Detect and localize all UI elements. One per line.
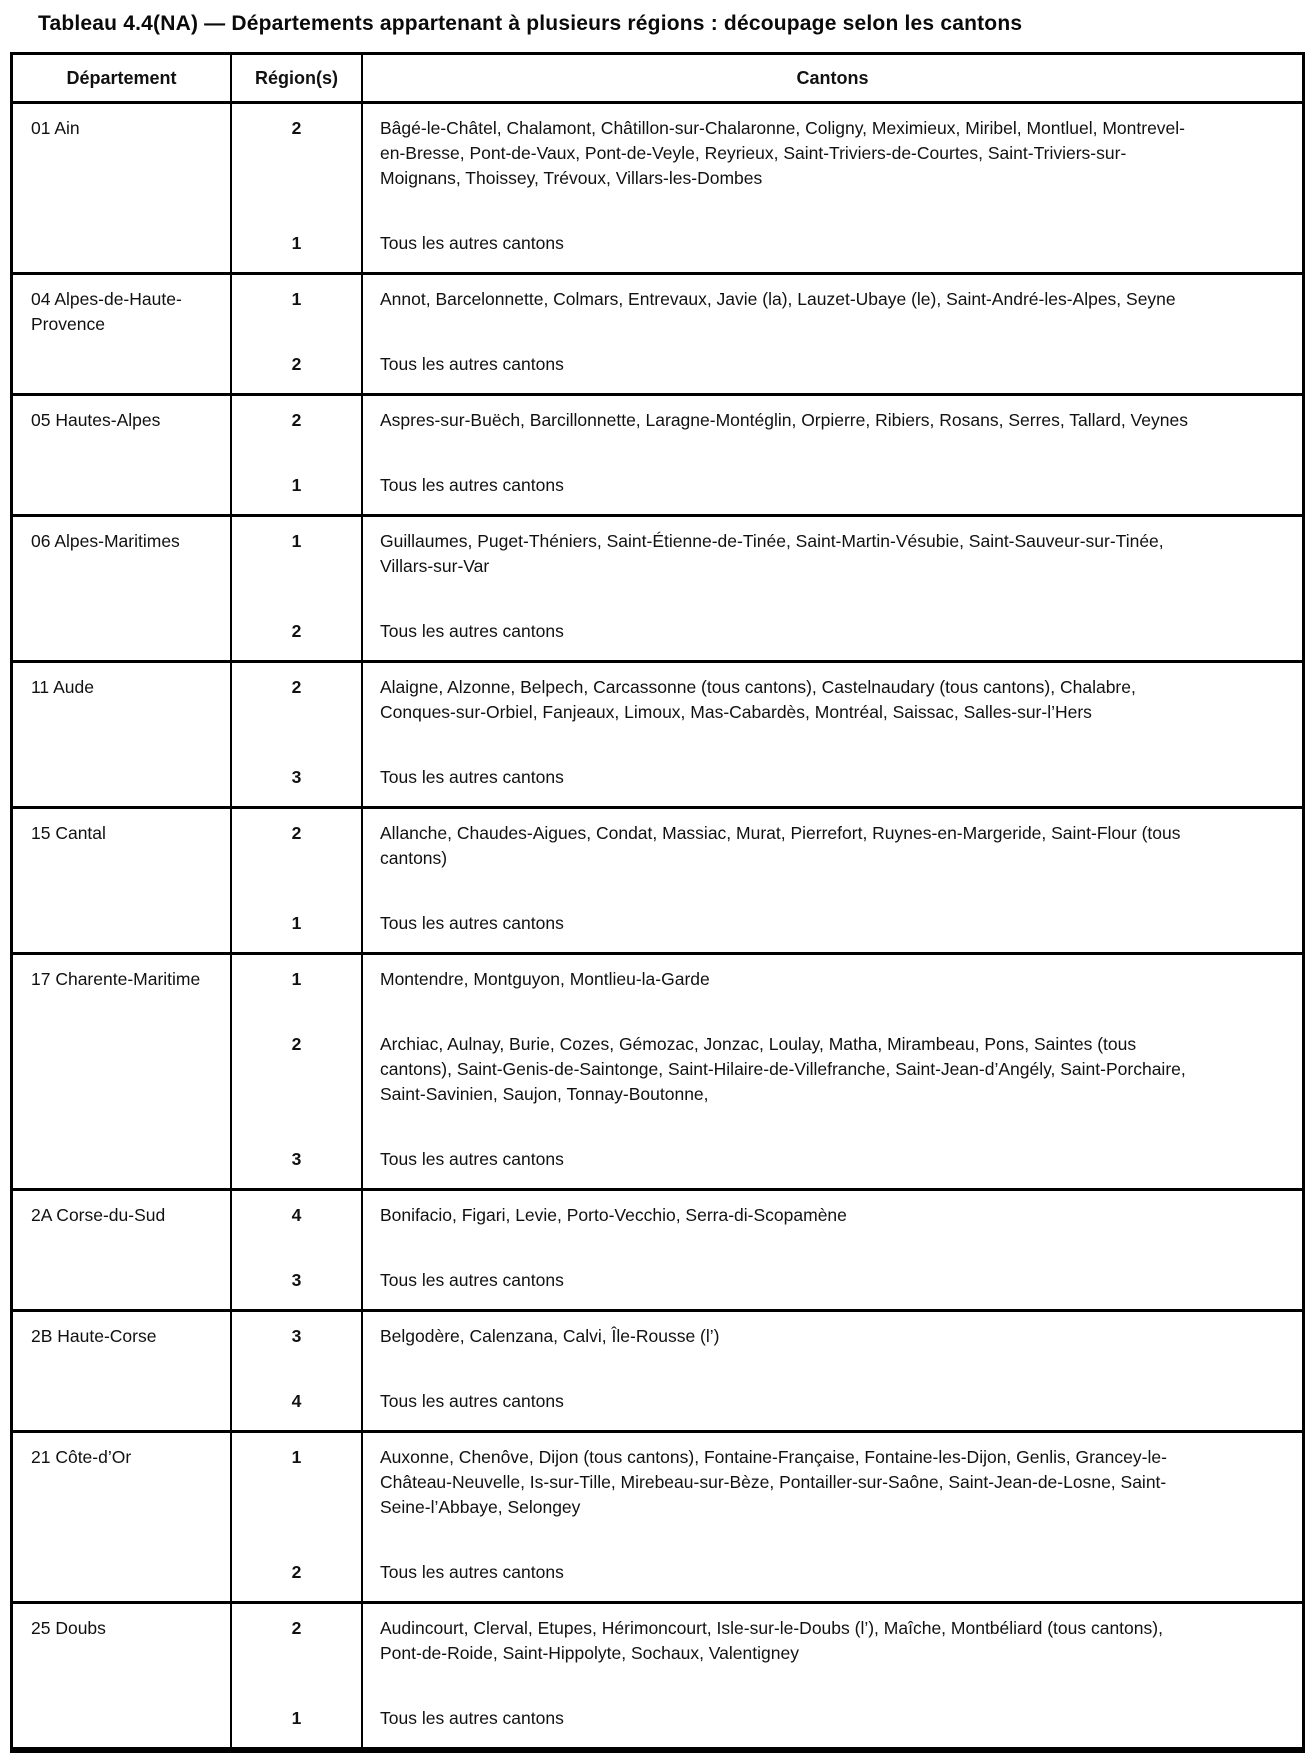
table-row xyxy=(13,101,1302,272)
region-number: 1 xyxy=(291,233,302,253)
region-number: 1 xyxy=(291,969,302,989)
table-row xyxy=(13,514,1302,660)
cantons-cell: Bâgé-le-Châtel, Chalamont, Châtillon-sur-Chalaronne, Coligny, Meximieux, Miribel, Montluel, Montrevel-en-Bresse, Pont-de-Vaux, Pont-de-Veyle, Reyrieux, Saint-Triviers-de-Courtes, Saint-Triviers-sur-Moignans, Thoissey, Trévoux, Villars-les-Dombes xyxy=(380,118,1186,188)
departement-cell: 11 Aude xyxy=(13,663,232,806)
region-number: 2 xyxy=(291,118,302,138)
header-regions: Région(s) xyxy=(232,55,363,101)
departement-cell: 06 Alpes-Maritimes xyxy=(13,517,232,660)
cantons-cell: Archiac, Aulnay, Burie, Cozes, Gémozac, Jonzac, Loulay, Matha, Mirambeau, Pons, Saintes (tous cantons), Saint-Genis-de-Saintonge, Saint-Hilaire-de-Villefranche, Saint-Jean-d’Angély, Saint-Porchaire, Saint-Savinien, Saujon, Tonnay-Boutonne, xyxy=(380,1034,1186,1104)
region-number: 2 xyxy=(291,1034,302,1054)
region-number: 2 xyxy=(291,1562,302,1582)
cantons-cell: Tous les autres cantons xyxy=(380,233,564,253)
departement-cell: 25 Doubs xyxy=(13,1604,232,1747)
region-number: 2 xyxy=(291,677,302,697)
cantons-cell: Tous les autres cantons xyxy=(380,1391,564,1411)
row-entries xyxy=(232,955,1302,1188)
cantons-cell: Tous les autres cantons xyxy=(380,1562,564,1582)
region-number: 4 xyxy=(291,1391,302,1411)
region-number: 3 xyxy=(291,767,302,787)
table-row xyxy=(13,272,1302,393)
departement-cell: 01 Ain xyxy=(13,104,232,272)
region-number: 2 xyxy=(291,354,302,374)
cantons-cell: Belgodère, Calenzana, Calvi, Île-Rousse (l’) xyxy=(380,1326,720,1346)
cantons-cell: Aspres-sur-Buëch, Barcillonnette, Laragne-Montéglin, Orpierre, Ribiers, Rosans, Serres, Tallard, Veynes xyxy=(380,410,1188,430)
cantons-cell: Alaigne, Alzonne, Belpech, Carcassonne (tous cantons), Castelnaudary (tous cantons), Chalabre, Conques-sur-Orbiel, Fanjeaux, Limoux, Mas-Cabardès, Montréal, Saissac, Salles-sur-l’Hers xyxy=(380,677,1136,722)
row-entries xyxy=(232,517,1302,660)
table-title: Tableau 4.4(NA) — Départements appartenant à plusieurs régions : découpage selon les cantons xyxy=(38,12,1023,35)
region-number: 1 xyxy=(291,913,302,933)
cantons-cell: Montendre, Montguyon, Montlieu-la-Garde xyxy=(380,969,710,989)
row-entries xyxy=(232,1433,1302,1601)
table-row xyxy=(13,660,1302,806)
row-entries xyxy=(232,396,1302,514)
cantons-cell: Tous les autres cantons xyxy=(380,913,564,933)
region-number: 3 xyxy=(291,1270,302,1290)
cantons-cell: Bonifacio, Figari, Levie, Porto-Vecchio, Serra-di-Scopamène xyxy=(380,1205,847,1225)
row-entries xyxy=(232,1191,1302,1309)
region-number: 2 xyxy=(291,1618,302,1638)
table-row xyxy=(13,952,1302,1188)
cantons-cell: Tous les autres cantons xyxy=(380,621,564,641)
departement-cell: 2A Corse-du-Sud xyxy=(13,1191,232,1309)
table-body xyxy=(13,101,1302,1747)
cantons-cell: Allanche, Chaudes-Aigues, Condat, Massiac, Murat, Pierrefort, Ruynes-en-Margeride, Saint-Flour (tous cantons) xyxy=(380,823,1181,868)
region-number: 3 xyxy=(291,1149,302,1169)
departement-cell: 15 Cantal xyxy=(13,809,232,952)
cantons-cell: Guillaumes, Puget-Théniers, Saint-Étienne-de-Tinée, Saint-Martin-Vésubie, Saint-Sauveur-sur-Tinée, Villars-sur-Var xyxy=(380,531,1164,576)
row-entries xyxy=(232,663,1302,806)
header-departement: Département xyxy=(13,55,232,101)
cantons-cell: Tous les autres cantons xyxy=(380,1708,564,1728)
departement-cell: 04 Alpes-de-Haute-Provence xyxy=(13,275,232,393)
region-number: 1 xyxy=(291,1708,302,1728)
region-number: 2 xyxy=(291,410,302,430)
row-entries xyxy=(232,275,1302,393)
region-number: 1 xyxy=(291,475,302,495)
header-cantons: Cantons xyxy=(796,67,869,88)
departement-cell: 2B Haute-Corse xyxy=(13,1312,232,1430)
cantons-cell: Audincourt, Clerval, Etupes, Hérimoncourt, Isle-sur-le-Doubs (l’), Maîche, Montbéliard (tous cantons), Pont-de-Roide, Saint-Hippolyte, Sochaux, Valentigney xyxy=(380,1618,1163,1663)
cantons-cell: Annot, Barcelonnette, Colmars, Entrevaux, Javie (la), Lauzet-Ubaye (le), Saint-André-les-Alpes, Seyne xyxy=(380,289,1176,309)
cantons-cell: Tous les autres cantons xyxy=(380,1149,564,1169)
cantons-cell: Tous les autres cantons xyxy=(380,767,564,787)
cantons-cell: Tous les autres cantons xyxy=(380,354,564,374)
table-row xyxy=(13,1430,1302,1601)
region-number: 4 xyxy=(291,1205,302,1225)
region-number: 1 xyxy=(291,1447,302,1467)
region-number: 1 xyxy=(291,289,302,309)
cantons-cell: Tous les autres cantons xyxy=(380,475,564,495)
departement-cell: 21 Côte-d’Or xyxy=(13,1433,232,1601)
regions-cantons-table xyxy=(10,52,1305,1753)
table-row xyxy=(13,806,1302,952)
table-row xyxy=(13,1309,1302,1430)
table-row xyxy=(13,393,1302,514)
region-number: 2 xyxy=(291,823,302,843)
row-entries xyxy=(232,1312,1302,1430)
row-entries xyxy=(232,809,1302,952)
table-row xyxy=(13,1188,1302,1309)
table-header-row xyxy=(13,55,1302,101)
region-number: 3 xyxy=(291,1326,302,1346)
departement-cell: 17 Charente-Maritime xyxy=(13,955,232,1188)
region-number: 2 xyxy=(291,621,302,641)
cantons-cell: Auxonne, Chenôve, Dijon (tous cantons), Fontaine-Française, Fontaine-les-Dijon, Genlis, Grancey-le-Château-Neuvelle, Is-sur-Tille, Mirebeau-sur-Bèze, Pontailler-sur-Saône, Saint-Jean-de-Losne, Saint-Seine-l’Abbaye, Selongey xyxy=(380,1447,1167,1517)
table-row xyxy=(13,1601,1302,1747)
row-entries xyxy=(232,104,1302,272)
row-entries xyxy=(232,1604,1302,1747)
cantons-cell: Tous les autres cantons xyxy=(380,1270,564,1290)
departement-cell: 05 Hautes-Alpes xyxy=(13,396,232,514)
region-number: 1 xyxy=(291,531,302,551)
